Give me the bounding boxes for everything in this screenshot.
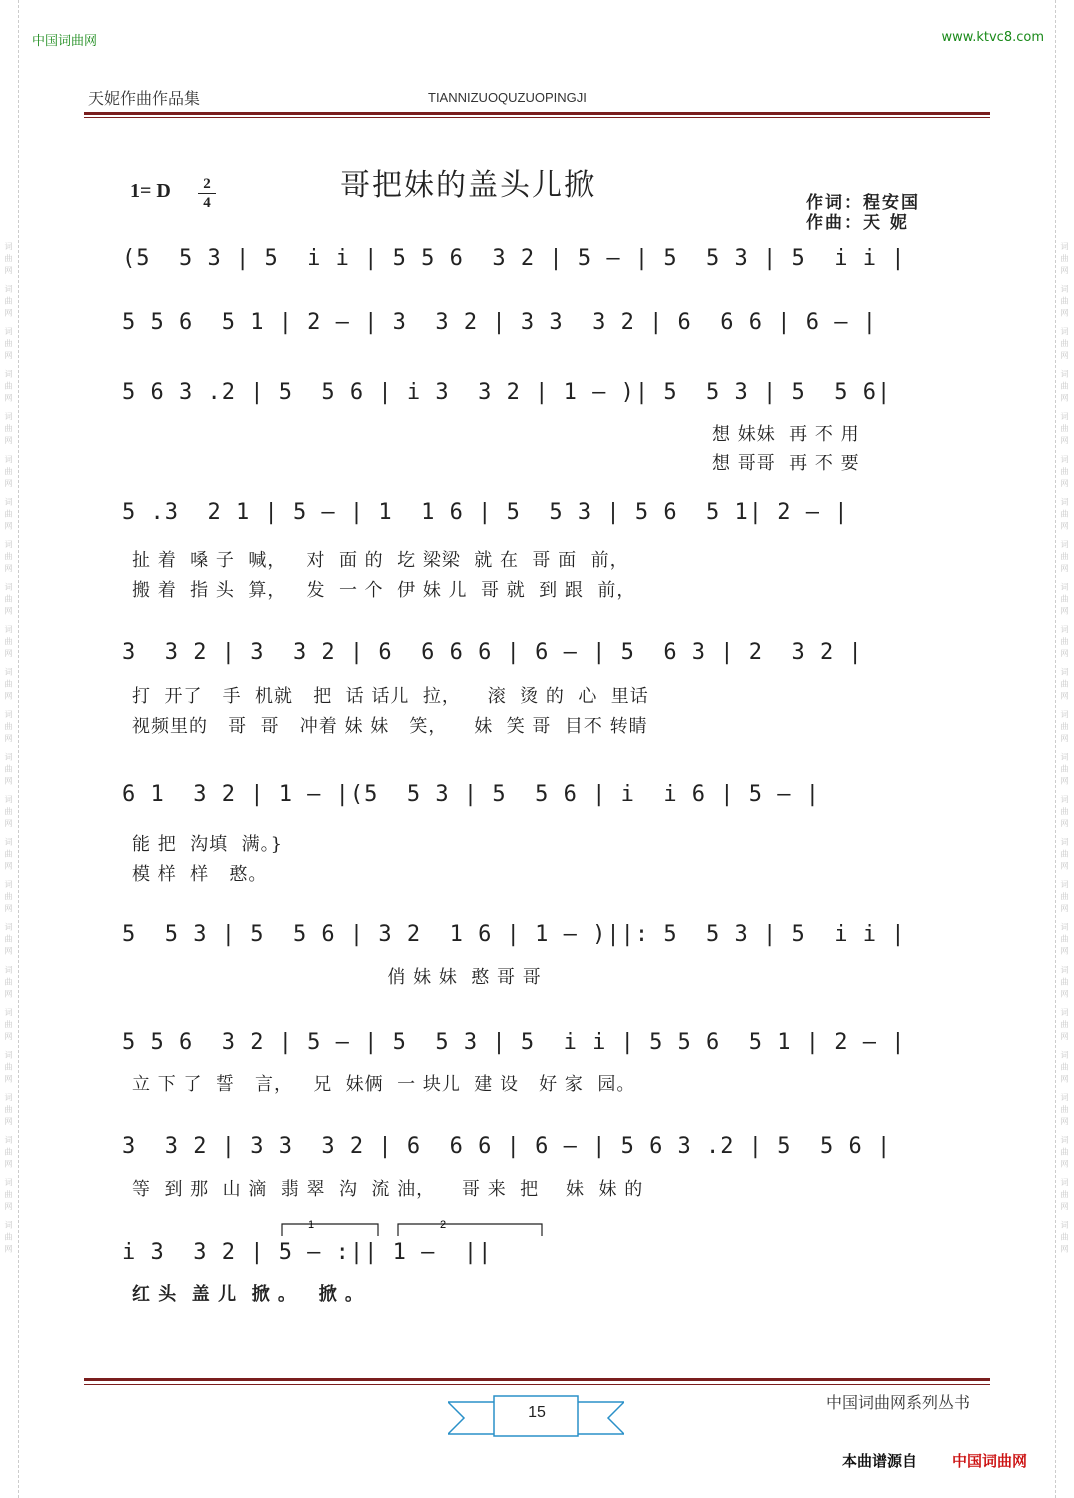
banner-right-tail [574,1402,624,1434]
composer-credit: 作曲：天 妮 [806,213,909,233]
lyric-line-3-verse-1: 想 妹妹 再 不 用 [712,424,860,445]
series-name: 中国词曲网系列丛书 [826,1393,971,1412]
volta-second-bracket [398,1224,542,1236]
volta-brackets [280,1218,560,1238]
lyric-line-10: 红 头 盖 儿 掀 。 掀 。 [132,1284,364,1305]
book-pinyin: TIANNIZUOQUZUOPINGJI [428,90,587,105]
notation-line-3: 5 6 3 .2 | 5 5 6 | i 3 3 2 | 1 — )| 5 5 3 | 5 5 6| [122,380,892,405]
notation-line-7: 5 5 3 | 5 5 6 | 3 2 1 6 | 1 — )||: 5 5 3 | 5 i i | [122,922,906,947]
notation-line-2: 5 5 6 5 1 | 2 — | 3 3 2 | 3 3 3 2 | 6 6 6 | 6 — | [122,310,877,335]
notation-line-4: 5 .3 2 1 | 5 — | 1 1 6 | 5 5 3 | 5 6 5 1| 2 — | [122,500,849,525]
lyric-line-4-verse-2: 搬 着 指 头 算， 发 一 个 伊 妹 儿 哥 就 到 跟 前， [132,580,636,601]
banner-left-tail [448,1402,498,1434]
notation-line-9: 3 3 2 | 3 3 3 2 | 6 6 6 | 6 — | 5 6 3 .2 | 5 5 6 | [122,1134,892,1159]
site-url-header[interactable]: www.ktvc8.com [941,30,1044,45]
notation-line-1: (5 5 3 | 5 i i | 5 5 6 3 2 | 5 — | 5 5 3 | 5 i i | [122,246,906,271]
source-site-link[interactable]: 中国词曲网 [952,1452,1028,1470]
lyric-line-4-verse-1: 扯 着 嗓 子 喊， 对 面 的 圪 梁梁 就 在 哥 面 前， [132,550,629,571]
notation-line-10: i 3 3 2 | 5 — :|| 1 — || [122,1240,493,1265]
lyric-line-8: 立 下 了 誓 言， 兄 妹俩 一 块儿 建 设 好 家 园。 [132,1074,636,1095]
time-signature-bottom: 4 [203,195,211,211]
lyric-line-5-verse-2: 视频里的 哥 哥 冲着 妹 妹 笑， 妹 笑 哥 目不 转睛 [132,716,648,737]
time-signature-top: 2 [203,176,211,192]
notation-line-6: 6 1 3 2 | 1 — |(5 5 3 | 5 5 6 | i i 6 | 5 — | [122,782,821,807]
lyricist-credit: 作词：程安国 [806,193,920,213]
left-watermark-strip: 词曲网 词曲网 词曲网 词曲网 词曲网 词曲网 词曲网 词曲网 词曲网 词曲网 词曲网 词曲网 词曲网 词曲网 词曲网 词曲网 词曲网 词曲网 词曲网 词曲网 词曲网 词曲网 词曲网 词曲网 [0,0,19,1498]
page-number: 15 [528,1404,546,1421]
right-watermark-strip: 词曲网 词曲网 词曲网 词曲网 词曲网 词曲网 词曲网 词曲网 词曲网 词曲网 词曲网 词曲网 词曲网 词曲网 词曲网 词曲网 词曲网 词曲网 词曲网 词曲网 词曲网 词曲网 词曲网 词曲网 [1055,0,1074,1498]
lyric-line-6-verse-1: 能 把 沟填 满。} [132,834,284,855]
lyric-line-7: 俏 妹 妹 憨 哥 哥 [132,967,542,988]
volta-first-number: 1 [308,1219,315,1231]
key-signature: 1= D [130,180,171,202]
header-rule [84,112,990,115]
lyric-line-5-verse-1: 打 开了 手 机就 把 话 话儿 拉， 滚 烫 的 心 里话 [132,686,649,707]
lyric-line-3-verse-2: 想 哥哥 再 不 要 [712,453,860,474]
volta-first-bracket [282,1224,378,1236]
book-title: 天妮作曲作品集 [88,89,201,108]
footer-rule [84,1378,990,1381]
time-signature [198,176,216,211]
volta-second-number: 2 [440,1219,447,1231]
lyric-line-9: 等 到 那 山 滴 翡 翠 沟 流 油， 哥 来 把 妹 妹 的 [132,1179,644,1200]
header-rule-thin [84,117,990,118]
site-name-header[interactable]: 中国词曲网 [32,34,98,49]
time-signature-bar [198,193,216,194]
footer-rule-thin [84,1384,990,1385]
source-label: 本曲谱源自 [842,1452,918,1470]
notation-line-5: 3 3 2 | 3 3 2 | 6 6 6 6 | 6 — | 5 6 3 | 2 3 2 | [122,640,863,665]
lyric-line-6-verse-2: 模 样 样 憨。 [132,864,268,885]
song-title: 哥把妹的盖头儿掀 [340,168,596,203]
notation-line-8: 5 5 6 3 2 | 5 — | 5 5 3 | 5 i i | 5 5 6 5 1 | 2 — | [122,1030,906,1055]
